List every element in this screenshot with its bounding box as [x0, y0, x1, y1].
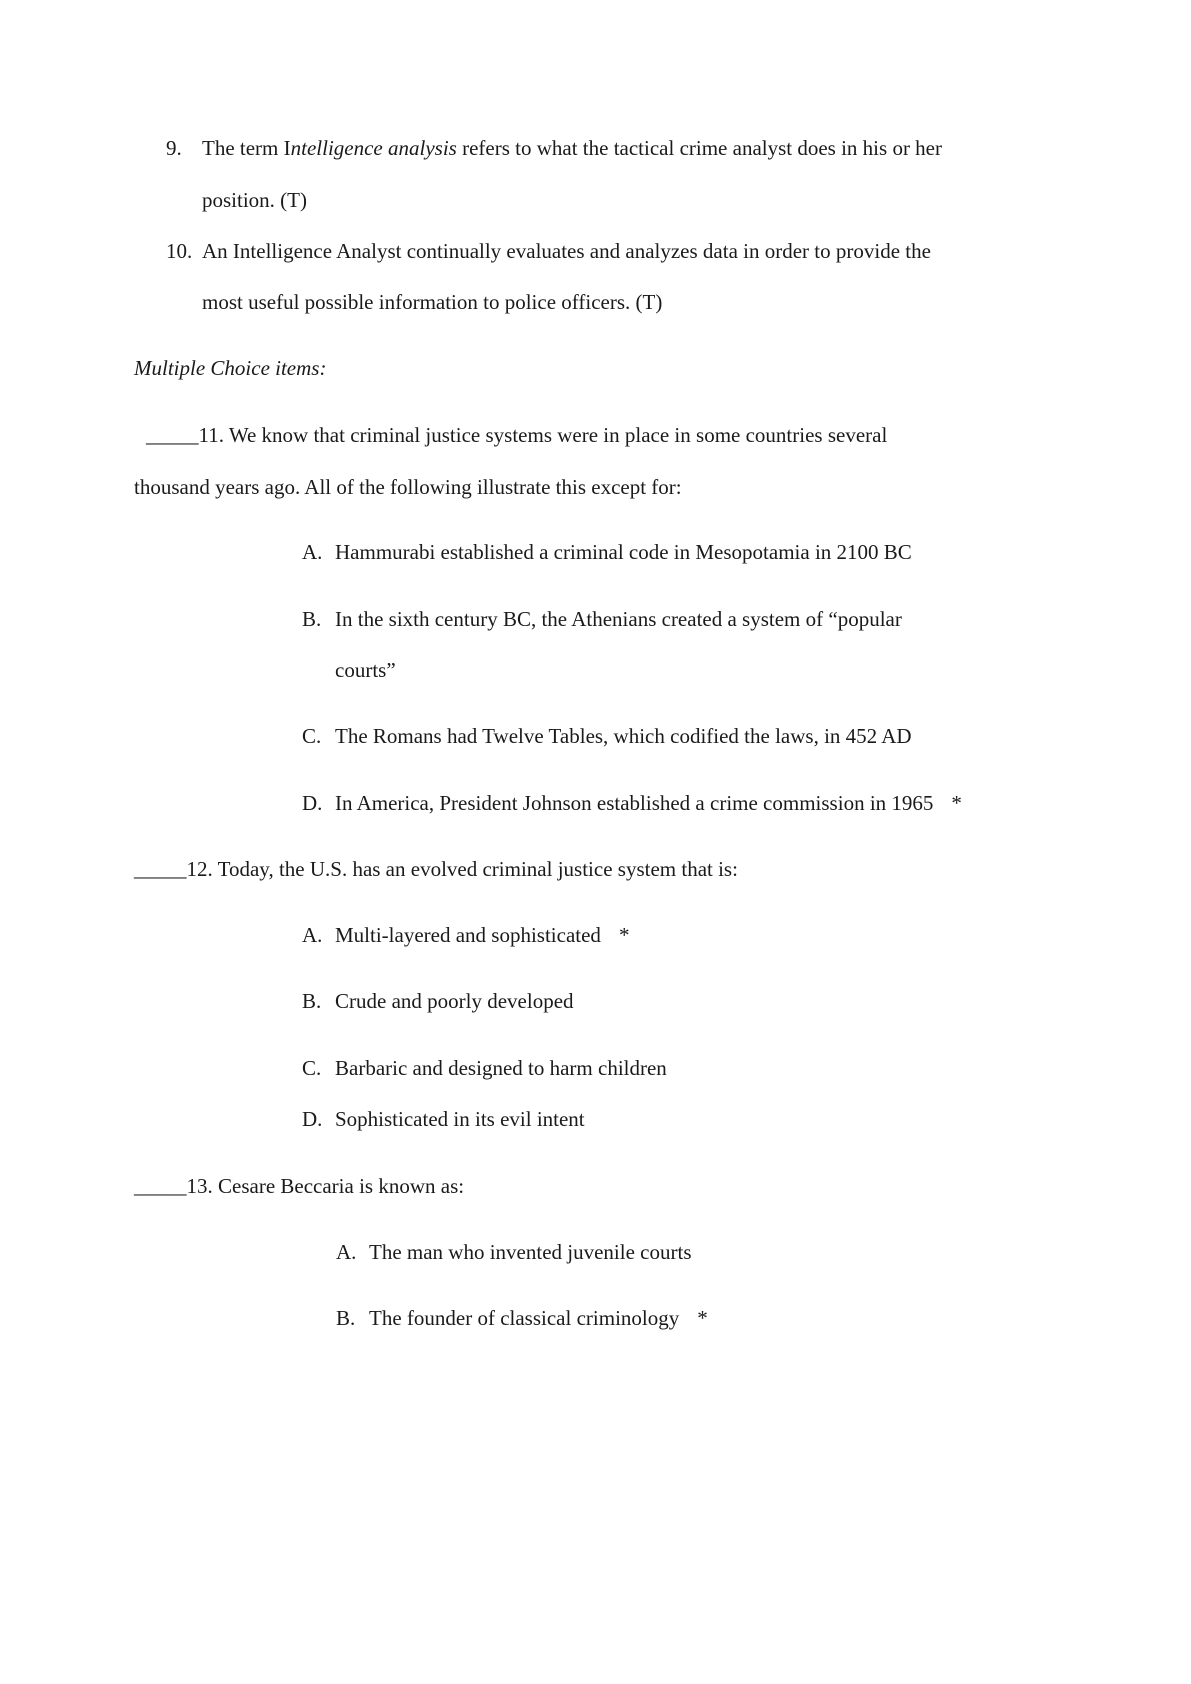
- option-text: The founder of classical criminology: [369, 1306, 680, 1330]
- option-letter: B.: [302, 607, 322, 631]
- option-text: Hammurabi established a criminal code in Mesopotamia in 2100 BC: [335, 540, 912, 564]
- answer-blank: _____: [134, 857, 187, 881]
- option-letter: D.: [302, 1107, 323, 1131]
- mc-question-12: [134, 855, 738, 883]
- option-11-a: [302, 538, 912, 566]
- tf-item-9: [166, 134, 942, 162]
- option-text: Sophisticated in its evil intent: [335, 1107, 585, 1131]
- option-letter: B.: [302, 989, 322, 1013]
- option-text: The man who invented juvenile courts: [369, 1240, 692, 1264]
- item-number: 10.: [166, 239, 193, 263]
- question-text: 13. Cesare Beccaria is known as:: [186, 1174, 465, 1198]
- option-text: Multi-layered and sophisticated: [335, 923, 601, 947]
- item-text: An Intelligence Analyst continually evaluates and analyzes data in order to provide the: [202, 239, 931, 263]
- mc-question-13: [134, 1172, 464, 1200]
- option-11-c: [302, 722, 912, 750]
- option-12-c: [302, 1054, 667, 1082]
- option-11-d: [302, 789, 962, 817]
- item-text-before: The term I: [202, 136, 291, 160]
- tf-item-10-continuation: most useful possible information to police officers. (T): [202, 290, 663, 314]
- option-text: Barbaric and designed to harm children: [335, 1056, 667, 1080]
- option-13-b: [336, 1304, 708, 1332]
- answer-blank: _____: [146, 423, 199, 447]
- question-text: 12. Today, the U.S. has an evolved criminal justice system that is:: [186, 857, 738, 881]
- section-heading: Multiple Choice items:: [134, 356, 327, 380]
- option-12-d: [302, 1105, 585, 1133]
- option-11-b-continuation: courts”: [335, 658, 396, 682]
- answer-mark: *: [697, 1306, 708, 1330]
- item-text-after: refers to what the tactical crime analyst does in his or her: [456, 136, 942, 160]
- option-text: Crude and poorly developed: [335, 989, 574, 1013]
- option-12-b: [302, 987, 574, 1015]
- option-text: The Romans had Twelve Tables, which codified the laws, in 452 AD: [335, 724, 912, 748]
- mc-question-11-continuation: thousand years ago. All of the following illustrate this except for:: [134, 475, 682, 499]
- mc-question-11: [146, 421, 887, 449]
- item-number: 9.: [166, 136, 182, 160]
- option-letter: C.: [302, 1056, 322, 1080]
- option-letter: A.: [302, 540, 323, 564]
- question-text: 11. We know that criminal justice systems were in place in some countries several: [198, 423, 888, 447]
- answer-mark: *: [951, 791, 962, 815]
- option-text: In America, President Johnson established a crime commission in 1965: [335, 791, 934, 815]
- option-letter: A.: [302, 923, 323, 947]
- option-letter: B.: [336, 1306, 356, 1330]
- option-11-b: [302, 605, 902, 633]
- option-letter: C.: [302, 724, 322, 748]
- answer-mark: *: [618, 923, 630, 947]
- option-12-a: [302, 921, 629, 949]
- option-letter: A.: [336, 1240, 357, 1264]
- tf-item-9-continuation: position. (T): [202, 188, 307, 212]
- answer-blank: _____: [134, 1174, 187, 1198]
- option-letter: D.: [302, 791, 323, 815]
- option-text: In the sixth century BC, the Athenians created a system of “popular: [335, 607, 902, 631]
- item-text-italic: ntelligence analysis: [290, 136, 457, 160]
- option-13-a: [336, 1238, 692, 1266]
- tf-item-10: [166, 237, 931, 265]
